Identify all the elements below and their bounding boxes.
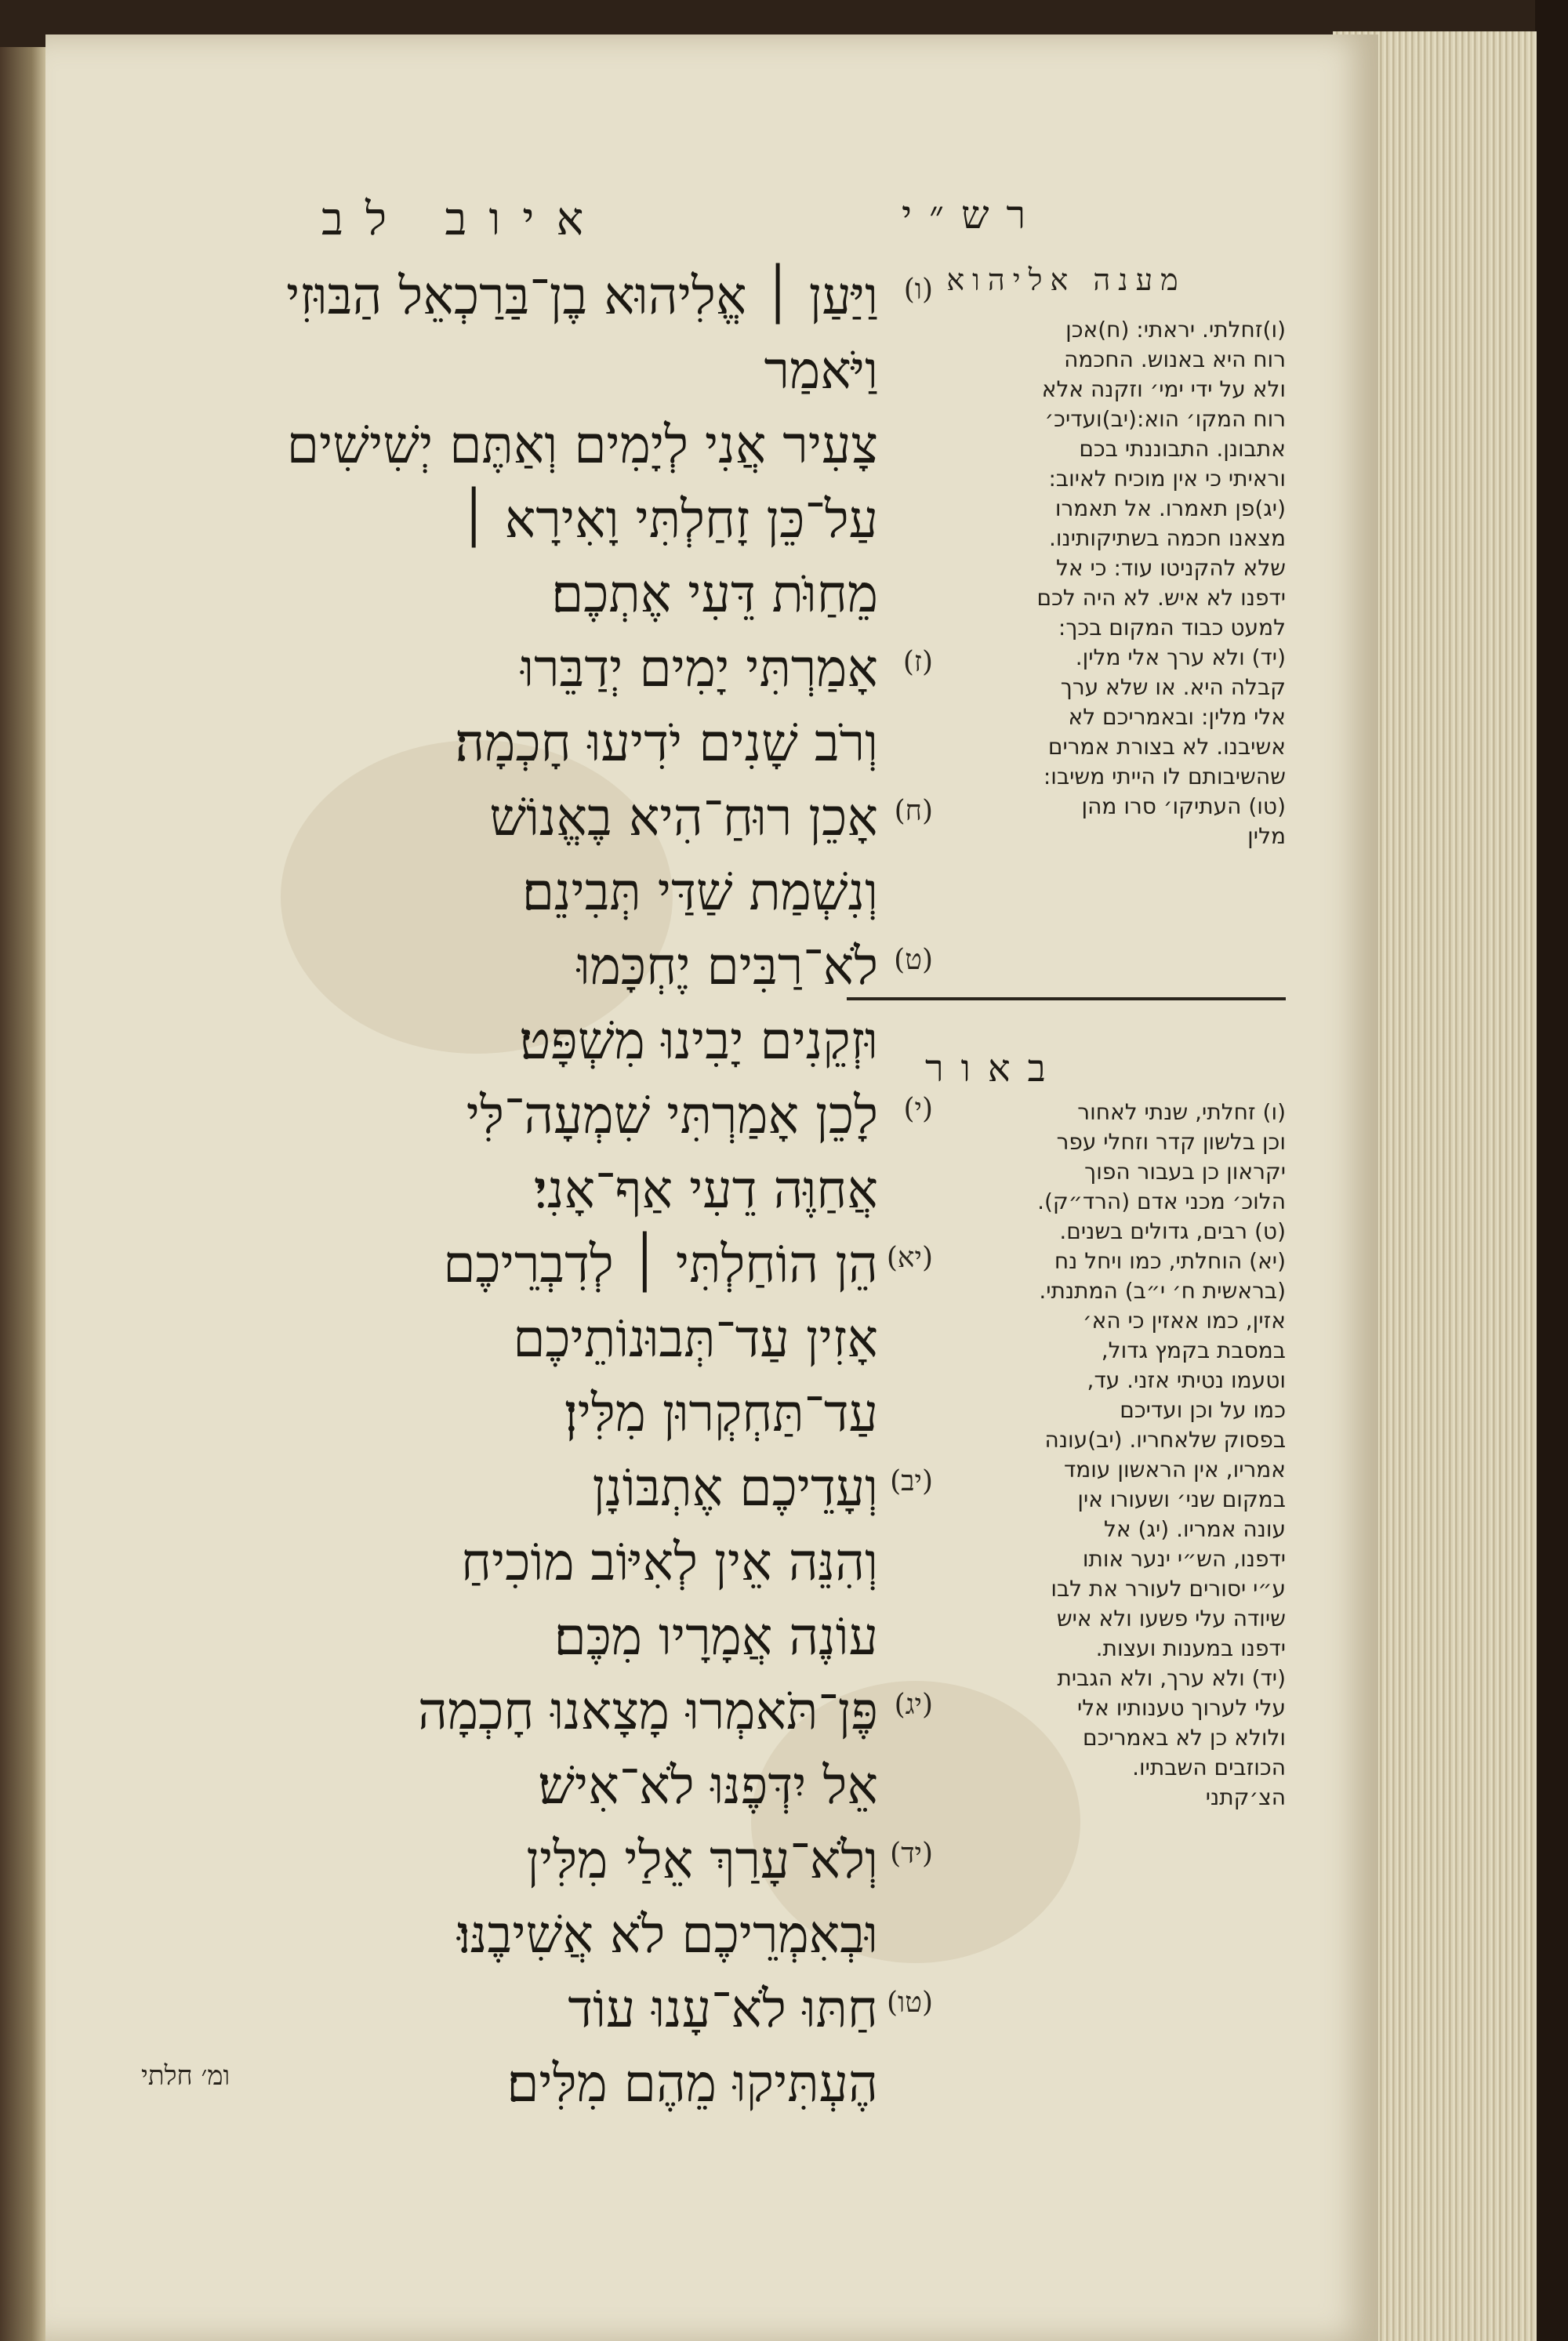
rashi-line: ולא על ידי ימי׳ וזקנה אלא [1041,376,1286,402]
rashi-line: למעט כבוד המקום בכך: [1058,615,1286,641]
rashi-line: (ו)זחלתי. יראתי: (ח)אכן [1065,317,1286,343]
biur-line: (בראשית ח׳ י״ב) המתנתי. [1039,1278,1286,1304]
verse-line: וְנִשְׁמַת שַׁדַּי תְּבִינֵם׃ [521,862,878,922]
biur-line: אמריו, אין הראשון עומד [1063,1457,1286,1483]
verse [188,1078,933,1227]
verse-line: עוֹנֶה אֲמָרָיו מִכֶּם׃ [554,1606,878,1667]
book-cover-edge [1535,0,1568,2341]
biur-line: במקום שני׳ ושעורו אין [1077,1486,1286,1512]
verse [188,259,933,408]
biur-commentary [847,1098,1286,1813]
biur-line: הלוכ׳ מכני אדם (הרד״ק). [1037,1189,1286,1214]
verse-line: מֵחַוֺּת דֵּעִי אֶתְכֶם׃ [551,564,878,624]
verse-line: פֶּן־תֹּאמְרוּ מָצָאנוּ חָכְמָה [418,1681,878,1741]
verse-number: (יב) [890,1465,933,1497]
verse [188,780,933,929]
verse [188,1450,933,1674]
previous-page-edge [0,47,45,2341]
verse-line: חַתּוּ לֹא־עָנוּ עוֹד [568,1979,878,2039]
biur-line: יקראון כן בעבור הפוך [1084,1159,1286,1185]
verse-line: וַיַּעַן ׀ אֱלִיהוּא בֶן־בַּרַכְאֵל הַבּוּזִי [286,266,878,326]
verse-line: וְהִנֵּה אֵין לְאִיּוֹב מוֹכִיחַ [460,1532,878,1592]
rashi-line: אשיבנו. לא בצורת אמרים [1047,734,1286,760]
verse-line: עַד־תַּחְקְרוּן מִלִּין׃ [564,1383,878,1443]
biur-line: בפסוק שלאחריו. (יב)עונה [1044,1427,1286,1453]
verse [188,1674,933,1823]
rashi-line: אלי מלין: ובאמריכם לא [1068,704,1286,730]
verse-number: (ו) [903,274,933,306]
rashi-line: (טו) העתיקו׳ סרו מהן [1081,793,1286,819]
rashi-commentary [847,263,1286,851]
biur-line: ידפנו במענות ועצות. [1095,1635,1286,1661]
verse [188,1227,933,1450]
verse-line: וּזְקֵנִים יָבִינוּ מִשְׁפָּט׃ [519,1011,878,1071]
verse-line: וּבְאִמְרֵיכֶם לֹא אֲשִׁיבֶנּוּ׃ [457,1904,878,1965]
biur-line: ידפנו, הש״י ינער אותו [1082,1546,1286,1572]
verse [188,1823,933,1972]
verse [188,631,933,780]
rashi-line: וראיתי כי אין מוכיח לאיוב: [1048,466,1286,492]
verse-line: לָכֵן אָמַרְתִּי שִׁמְעָה־לִּי [466,1085,878,1145]
biur-line: (יא) הוחלתי, כמו ויחל נח [1054,1248,1286,1274]
biur-line: ע״י יסורים לעורר את לבו [1051,1576,1286,1602]
verse-number: (יא) [886,1242,933,1274]
rashi-line: רוח המקו׳ הוא:(יב)ועדיכ׳ [1044,406,1286,432]
rashi-line: מצאנו חכמה בשתיקותינו. [1049,525,1286,551]
biur-line: (ו) זחלתי, שנתי לאחור [1077,1099,1286,1125]
verse-line: אָכֵן רוּחַ־הִיא בֶאֱנוֹשׁ [489,787,878,847]
verse-line: הֵן הוֹחַלְתִּי ׀ לְדִבְרֵיכֶם [443,1234,878,1294]
book-chapter-header: איוב לב [321,192,606,245]
biur-line: שיודה עלי פשעו ולא איש [1056,1606,1286,1631]
verse-number: (ז) [902,646,933,678]
verse-line: אֵל יִדְּפֶנּוּ לֹא־אִישׁ׃ [538,1755,878,1816]
verse-line: וַיֹּאמַר [764,340,878,401]
verse-line: לֹא־רַבִּים יֶחְכָּמוּ [576,936,878,996]
rashi-subtitle: מענה אליהוא [946,263,1186,297]
verse-number: (ח) [894,795,933,827]
rashi-line: רוח היא באנוש. החכמה [1064,347,1286,372]
verse-number: (יד) [890,1838,933,1870]
biur-line: ולולא כן לא באמריכם [1083,1725,1286,1751]
rashi-line: ידפנו לא איש. לא היה לכם [1036,585,1286,611]
rashi-line: מלין [1247,823,1286,849]
verse-number: (יג) [894,1689,933,1721]
rashi-line: שהשיבותם לו הייתי משיבו: [1043,764,1286,789]
verse-number: (טו) [886,1987,933,2019]
verse-line: צָעִיר אֲנִי לְיָמִים וְאַתֶּם יְשִׁישִׁים [286,415,878,475]
verse [188,929,933,1078]
verse-line: אָמַרְתִּי יָמִים יְדַבֵּרוּ [521,638,878,699]
biur-line: עונה אמריו. (יג) אל [1104,1516,1286,1542]
verse-line: אֲחַוֶּה דֵעִי אַף־אָנִי׃ [533,1160,878,1220]
rashi-line: (יג)פן תאמרו. אל תאמרו [1054,495,1286,521]
biur-line: במסבת בקמץ גדול, [1101,1337,1286,1363]
biur-line: כמו על וכן ועדיכם [1120,1397,1286,1423]
verse [188,1972,933,2121]
biur-line: אזין, כמו אאזין כי הא׳ [1083,1308,1286,1334]
verse-line: וְלֹא־עָרַךְ אֵלַי מִלִּין [526,1830,878,1890]
rashi-line: (יד) ולא ערך אלי מלין. [1075,644,1286,670]
biur-line: (ט) רבים, גדולים בשנים. [1059,1218,1286,1244]
rashi-header: רש״י [902,192,1044,238]
catchword: ומ׳ חלתי [141,2060,230,2092]
biur-line: (יד) ולא ערך, ולא הגבית [1057,1665,1286,1691]
verse-number: (ט) [894,944,933,976]
biur-line: וכן בלשון קדר וזחלי עפר [1056,1129,1286,1155]
verse-number: (י) [903,1093,933,1125]
verse-line: אָזִין עַד־תְּבוּנוֹתֵיכֶם [513,1308,878,1369]
verse-column [188,259,933,2121]
biur-line: עלי לערוך טענותיו אלי [1076,1695,1286,1721]
rashi-line: קבלה היא. או שלא ערך [1060,674,1286,700]
biur-line: וטעמו נטיתי אזני. עד, [1087,1367,1286,1393]
verse [188,408,878,631]
verse-line: וְעָדֵיכֶם אֶתְבּוֹנָן [592,1457,878,1518]
section-divider [847,997,1286,1000]
verse-line: וְרֹב שָׁנִים יֹדִיעוּ חָכְמָה׃ [455,713,878,773]
rashi-line: אתבונן. התבוננתי בכם [1079,436,1286,462]
verse-line: הֶעְתִּיקוּ מֵהֶם מִלִּים׃ [506,2053,878,2114]
biur-heading: באור [925,1047,1063,1091]
rashi-line: שלא להקניטו עוד: כי אל [1056,555,1286,581]
biur-line: הכוזבים השבתיו. [1132,1755,1286,1780]
verse-line: עַל־כֵּן זָחַלְתִּי וָאִירָא ׀ [459,489,878,550]
biur-line: הצ׳קתני [1205,1784,1286,1810]
